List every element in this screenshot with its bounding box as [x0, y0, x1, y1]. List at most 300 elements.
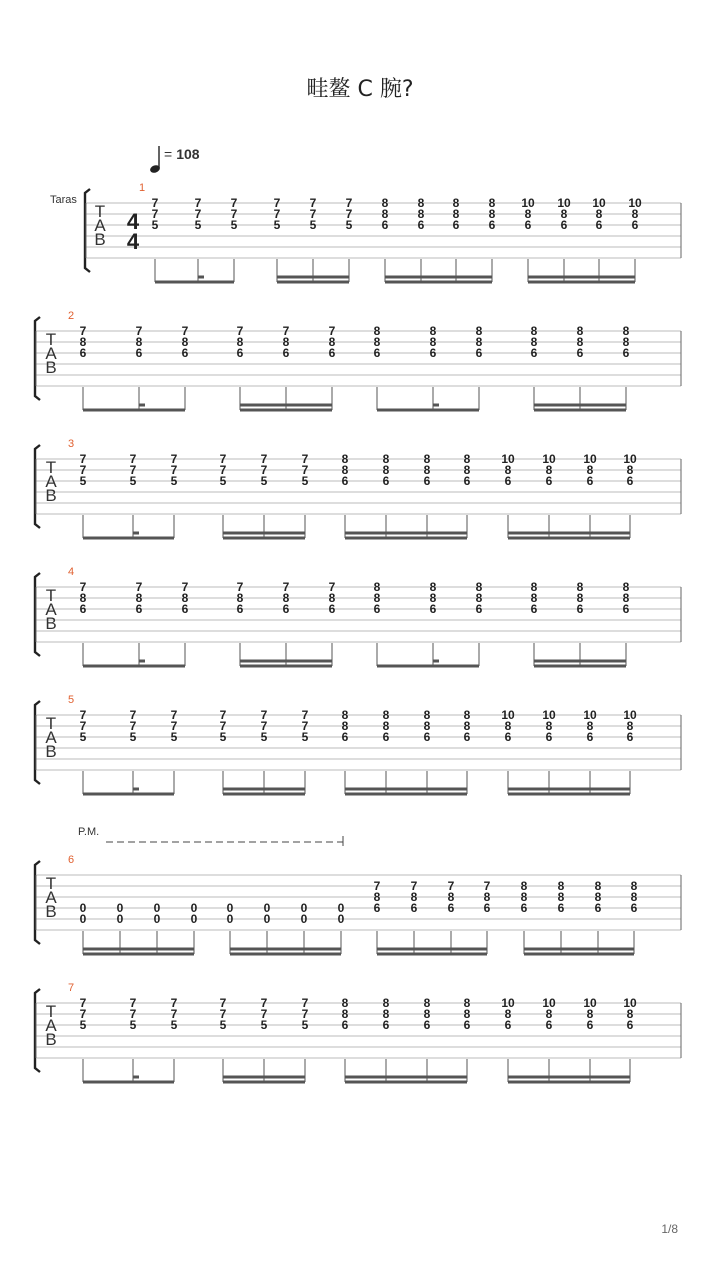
fret-number: 7	[129, 719, 137, 733]
fret-number: 6	[423, 474, 431, 488]
tab-clef-letter: B	[45, 1030, 57, 1049]
fret-number: 6	[557, 901, 565, 915]
fret-number: 6	[328, 602, 336, 616]
fret-number: 6	[282, 602, 290, 616]
fret-number: 8	[622, 324, 630, 338]
tab-clef-letter: A	[45, 472, 57, 491]
fret-number: 8	[382, 1007, 390, 1021]
fret-number: 5	[79, 474, 87, 488]
fret-number: 10	[623, 452, 637, 466]
fret-number: 10	[583, 996, 597, 1010]
fret-number: 8	[381, 196, 389, 210]
fret-number: 6	[586, 474, 594, 488]
fret-number: 0	[153, 901, 161, 915]
fret-number: 0	[79, 912, 87, 926]
fret-number: 8	[524, 207, 532, 221]
fret-number: 8	[504, 463, 512, 477]
fret-number: 8	[545, 1007, 553, 1021]
fret-number: 8	[530, 591, 538, 605]
fret-number: 5	[301, 730, 309, 744]
fret-number: 8	[475, 324, 483, 338]
fret-number: 7	[181, 580, 189, 594]
fret-number: 8	[410, 890, 418, 904]
fret-number: 8	[530, 335, 538, 349]
fret-number: 0	[116, 912, 124, 926]
fret-number: 6	[626, 474, 634, 488]
fret-number: 5	[129, 474, 137, 488]
fret-number: 8	[576, 335, 584, 349]
fret-number: 10	[623, 996, 637, 1010]
fret-number: 8	[341, 1007, 349, 1021]
fret-number: 6	[447, 901, 455, 915]
tempo-bpm: 108	[176, 146, 200, 162]
fret-number: 7	[135, 580, 143, 594]
fret-number: 7	[260, 996, 268, 1010]
fret-number: 8	[586, 463, 594, 477]
fret-number: 6	[631, 218, 639, 232]
system-2	[35, 310, 681, 410]
fret-number: 6	[463, 474, 471, 488]
fret-number: 6	[622, 346, 630, 360]
fret-number: 8	[504, 1007, 512, 1021]
tab-clef-letter: T	[45, 586, 57, 605]
fret-number: 0	[190, 912, 198, 926]
fret-number: 8	[373, 591, 381, 605]
fret-number: 8	[381, 207, 389, 221]
fret-number: 7	[170, 463, 178, 477]
system-1	[85, 182, 681, 282]
measure-number: 3	[68, 438, 75, 450]
fret-number: 7	[79, 996, 87, 1010]
fret-number: 5	[260, 474, 268, 488]
fret-number: 5	[260, 1018, 268, 1032]
fret-number: 8	[586, 1007, 594, 1021]
fret-number: 8	[382, 463, 390, 477]
fret-number: 10	[542, 996, 556, 1010]
fret-number: 8	[504, 719, 512, 733]
fret-number: 8	[626, 1007, 634, 1021]
fret-number: 8	[463, 708, 471, 722]
fret-number: 7	[328, 324, 336, 338]
fret-number: 6	[373, 346, 381, 360]
fret-number: 8	[626, 719, 634, 733]
fret-number: 8	[236, 335, 244, 349]
fret-number: 7	[151, 207, 159, 221]
tempo-equals: =	[164, 146, 173, 162]
fret-number: 7	[301, 708, 309, 722]
fret-number: 7	[129, 1007, 137, 1021]
fret-number: 5	[170, 730, 178, 744]
fret-number: 7	[301, 452, 309, 466]
tab-clef-letter: A	[45, 344, 57, 363]
fret-number: 7	[236, 580, 244, 594]
fret-number: 8	[463, 996, 471, 1010]
fret-number: 6	[373, 602, 381, 616]
fret-number: 8	[475, 335, 483, 349]
fret-number: 8	[181, 591, 189, 605]
fret-number: 6	[410, 901, 418, 915]
fret-number: 10	[592, 196, 606, 210]
fret-number: 7	[260, 708, 268, 722]
fret-number: 8	[452, 207, 460, 221]
fret-number: 8	[576, 324, 584, 338]
time-signature-top: 4	[126, 209, 140, 234]
fret-number: 6	[545, 474, 553, 488]
tab-clef-letter: T	[45, 458, 57, 477]
fret-number: 6	[382, 1018, 390, 1032]
palm-mute-label: P.M.	[78, 826, 100, 838]
fret-number: 6	[79, 346, 87, 360]
fret-number: 7	[328, 580, 336, 594]
fret-number: 8	[622, 335, 630, 349]
fret-number: 6	[236, 346, 244, 360]
fret-number: 8	[373, 580, 381, 594]
fret-number: 7	[129, 708, 137, 722]
fret-number: 7	[170, 452, 178, 466]
song-title: 畦鳌 C 腕?	[306, 77, 414, 102]
time-signature-bottom: 4	[126, 229, 140, 254]
fret-number: 5	[230, 218, 238, 232]
fret-number: 8	[236, 591, 244, 605]
fret-number: 0	[337, 901, 345, 915]
fret-number: 7	[79, 580, 87, 594]
fret-number: 8	[429, 335, 437, 349]
tab-clef-letter: B	[45, 742, 57, 761]
fret-number: 8	[79, 335, 87, 349]
fret-number: 6	[475, 602, 483, 616]
fret-number: 0	[153, 912, 161, 926]
fret-number: 7	[309, 207, 317, 221]
fret-number: 6	[622, 602, 630, 616]
fret-number: 7	[170, 708, 178, 722]
fret-number: 6	[463, 1018, 471, 1032]
fret-number: 6	[373, 901, 381, 915]
fret-number: 6	[530, 346, 538, 360]
fret-number: 7	[219, 719, 227, 733]
tab-clef-letter: T	[45, 874, 57, 893]
fret-number: 8	[328, 591, 336, 605]
fret-number: 10	[501, 708, 515, 722]
fret-number: 8	[423, 719, 431, 733]
fret-number: 10	[583, 708, 597, 722]
fret-number: 8	[341, 463, 349, 477]
fret-number: 6	[545, 730, 553, 744]
fret-number: 7	[260, 1007, 268, 1021]
fret-number: 6	[520, 901, 528, 915]
fret-number: 6	[79, 602, 87, 616]
page-number: 1/8	[661, 1222, 678, 1236]
system-7	[35, 982, 681, 1082]
fret-number: 8	[520, 879, 528, 893]
fret-number: 8	[282, 591, 290, 605]
tab-clef-letter: T	[45, 714, 57, 733]
fret-number: 7	[273, 196, 281, 210]
fret-number: 0	[337, 912, 345, 926]
fret-number: 8	[545, 463, 553, 477]
fret-number: 0	[226, 901, 234, 915]
fret-number: 5	[301, 1018, 309, 1032]
fret-number: 8	[429, 580, 437, 594]
fret-number: 8	[622, 591, 630, 605]
fret-number: 7	[181, 324, 189, 338]
fret-number: 8	[488, 196, 496, 210]
fret-number: 8	[328, 335, 336, 349]
fret-number: 7	[260, 719, 268, 733]
fret-number: 8	[475, 580, 483, 594]
fret-number: 8	[417, 196, 425, 210]
fret-number: 7	[219, 452, 227, 466]
fret-number: 10	[557, 196, 571, 210]
fret-number: 0	[190, 901, 198, 915]
fret-number: 8	[595, 207, 603, 221]
fret-number: 6	[381, 218, 389, 232]
tab-clef-letter: A	[45, 600, 57, 619]
fret-number: 8	[135, 591, 143, 605]
tab-clef-letter: T	[45, 1002, 57, 1021]
fret-number: 8	[423, 452, 431, 466]
fret-number: 7	[260, 452, 268, 466]
fret-number: 6	[282, 346, 290, 360]
fret-number: 8	[382, 708, 390, 722]
fret-number: 7	[410, 879, 418, 893]
fret-number: 6	[135, 346, 143, 360]
fret-number: 5	[273, 218, 281, 232]
fret-number: 6	[452, 218, 460, 232]
fret-number: 7	[79, 708, 87, 722]
fret-number: 8	[429, 324, 437, 338]
fret-number: 8	[181, 335, 189, 349]
fret-number: 8	[382, 719, 390, 733]
fret-number: 5	[170, 474, 178, 488]
fret-number: 8	[341, 719, 349, 733]
fret-number: 6	[475, 346, 483, 360]
fret-number: 5	[345, 218, 353, 232]
fret-number: 7	[230, 196, 238, 210]
system-3	[35, 438, 681, 538]
fret-number: 8	[520, 890, 528, 904]
fret-number: 6	[181, 346, 189, 360]
fret-number: 7	[135, 324, 143, 338]
fret-number: 10	[501, 996, 515, 1010]
fret-number: 8	[631, 207, 639, 221]
fret-number: 7	[129, 996, 137, 1010]
tab-clef-letter: B	[45, 902, 57, 921]
tab-clef-letter: A	[45, 1016, 57, 1035]
fret-number: 6	[630, 901, 638, 915]
fret-number: 0	[300, 912, 308, 926]
fret-number: 0	[116, 901, 124, 915]
fret-number: 6	[626, 1018, 634, 1032]
fret-number: 7	[236, 324, 244, 338]
fret-number: 6	[417, 218, 425, 232]
fret-number: 6	[382, 474, 390, 488]
fret-number: 6	[328, 346, 336, 360]
fret-number: 8	[282, 335, 290, 349]
fret-number: 6	[236, 602, 244, 616]
fret-number: 8	[594, 879, 602, 893]
fret-number: 8	[626, 463, 634, 477]
fret-number: 8	[630, 879, 638, 893]
fret-number: 8	[630, 890, 638, 904]
fret-number: 6	[429, 346, 437, 360]
fret-number: 8	[463, 1007, 471, 1021]
fret-number: 6	[524, 218, 532, 232]
system-6	[35, 854, 681, 954]
fret-number: 7	[219, 1007, 227, 1021]
tab-clef-letter: B	[45, 486, 57, 505]
fret-number: 7	[273, 207, 281, 221]
fret-number: 0	[300, 901, 308, 915]
fret-number: 7	[194, 207, 202, 221]
fret-number: 5	[129, 1018, 137, 1032]
fret-number: 8	[530, 324, 538, 338]
tab-clef-letter: T	[45, 330, 57, 349]
fret-number: 7	[170, 719, 178, 733]
fret-number: 6	[504, 1018, 512, 1032]
fret-number: 10	[623, 708, 637, 722]
fret-number: 8	[423, 708, 431, 722]
fret-number: 8	[483, 890, 491, 904]
fret-number: 8	[423, 1007, 431, 1021]
fret-number: 8	[622, 580, 630, 594]
fret-number: 7	[79, 452, 87, 466]
fret-number: 6	[483, 901, 491, 915]
fret-number: 6	[594, 901, 602, 915]
fret-number: 7	[301, 996, 309, 1010]
fret-number: 7	[129, 452, 137, 466]
fret-number: 5	[194, 218, 202, 232]
tab-clef-letter: T	[94, 202, 106, 221]
fret-number: 8	[586, 719, 594, 733]
fret-number: 6	[576, 346, 584, 360]
fret-number: 8	[594, 890, 602, 904]
measure-number: 7	[68, 982, 75, 994]
fret-number: 7	[219, 708, 227, 722]
measure-number: 2	[68, 310, 75, 322]
fret-number: 8	[560, 207, 568, 221]
fret-number: 7	[219, 463, 227, 477]
fret-number: 7	[309, 196, 317, 210]
fret-number: 6	[135, 602, 143, 616]
fret-number: 7	[301, 463, 309, 477]
fret-number: 5	[151, 218, 159, 232]
fret-number: 6	[576, 602, 584, 616]
fret-number: 8	[557, 879, 565, 893]
fret-number: 8	[382, 452, 390, 466]
fret-number: 5	[301, 474, 309, 488]
fret-number: 7	[301, 1007, 309, 1021]
fret-number: 6	[463, 730, 471, 744]
fret-number: 5	[260, 730, 268, 744]
tab-clef-letter: B	[45, 358, 57, 377]
fret-number: 8	[463, 463, 471, 477]
fret-number: 6	[382, 730, 390, 744]
fret-number: 8	[452, 196, 460, 210]
fret-number: 7	[345, 207, 353, 221]
fret-number: 8	[576, 591, 584, 605]
fret-number: 8	[463, 452, 471, 466]
tab-clef-letter: B	[45, 614, 57, 633]
fret-number: 7	[151, 196, 159, 210]
fret-number: 8	[373, 890, 381, 904]
fret-number: 8	[576, 580, 584, 594]
tab-clef-letter: B	[94, 230, 106, 249]
fret-number: 7	[282, 324, 290, 338]
fret-number: 5	[170, 1018, 178, 1032]
fret-number: 10	[521, 196, 535, 210]
fret-number: 7	[282, 580, 290, 594]
measure-number: 1	[139, 182, 146, 194]
fret-number: 6	[423, 1018, 431, 1032]
measure-number: 6	[68, 854, 75, 866]
fret-number: 7	[79, 1007, 87, 1021]
tab-clef-letter: A	[94, 216, 106, 235]
fret-number: 7	[301, 719, 309, 733]
fret-number: 0	[226, 912, 234, 926]
fret-number: 10	[501, 452, 515, 466]
fret-number: 10	[628, 196, 642, 210]
fret-number: 7	[483, 879, 491, 893]
fret-number: 8	[341, 708, 349, 722]
fret-number: 8	[382, 996, 390, 1010]
fret-number: 6	[626, 730, 634, 744]
fret-number: 8	[341, 452, 349, 466]
fret-number: 8	[488, 207, 496, 221]
fret-number: 7	[219, 996, 227, 1010]
fret-number: 8	[545, 719, 553, 733]
fret-number: 7	[170, 996, 178, 1010]
system-4	[35, 566, 681, 666]
fret-number: 8	[135, 335, 143, 349]
fret-number: 6	[181, 602, 189, 616]
fret-number: 8	[373, 335, 381, 349]
fret-number: 8	[417, 207, 425, 221]
fret-number: 8	[463, 719, 471, 733]
fret-number: 7	[447, 879, 455, 893]
fret-number: 5	[219, 474, 227, 488]
fret-number: 5	[79, 1018, 87, 1032]
fret-number: 0	[263, 901, 271, 915]
measure-number: 5	[68, 694, 75, 706]
fret-number: 0	[263, 912, 271, 926]
fret-number: 10	[542, 708, 556, 722]
fret-number: 6	[560, 218, 568, 232]
fret-number: 6	[530, 602, 538, 616]
fret-number: 6	[341, 474, 349, 488]
fret-number: 7	[373, 879, 381, 893]
fret-number: 6	[504, 730, 512, 744]
fret-number: 7	[79, 463, 87, 477]
fret-number: 7	[230, 207, 238, 221]
fret-number: 8	[530, 580, 538, 594]
fret-number: 8	[341, 996, 349, 1010]
fret-number: 5	[219, 1018, 227, 1032]
fret-number: 5	[129, 730, 137, 744]
tab-clef-letter: A	[45, 728, 57, 747]
fret-number: 6	[488, 218, 496, 232]
fret-number: 8	[373, 324, 381, 338]
fret-number: 6	[429, 602, 437, 616]
fret-number: 6	[595, 218, 603, 232]
fret-number: 6	[423, 730, 431, 744]
fret-number: 6	[504, 474, 512, 488]
fret-number: 7	[79, 324, 87, 338]
fret-number: 5	[79, 730, 87, 744]
fret-number: 8	[79, 591, 87, 605]
fret-number: 7	[79, 719, 87, 733]
fret-number: 8	[423, 463, 431, 477]
fret-number: 5	[219, 730, 227, 744]
